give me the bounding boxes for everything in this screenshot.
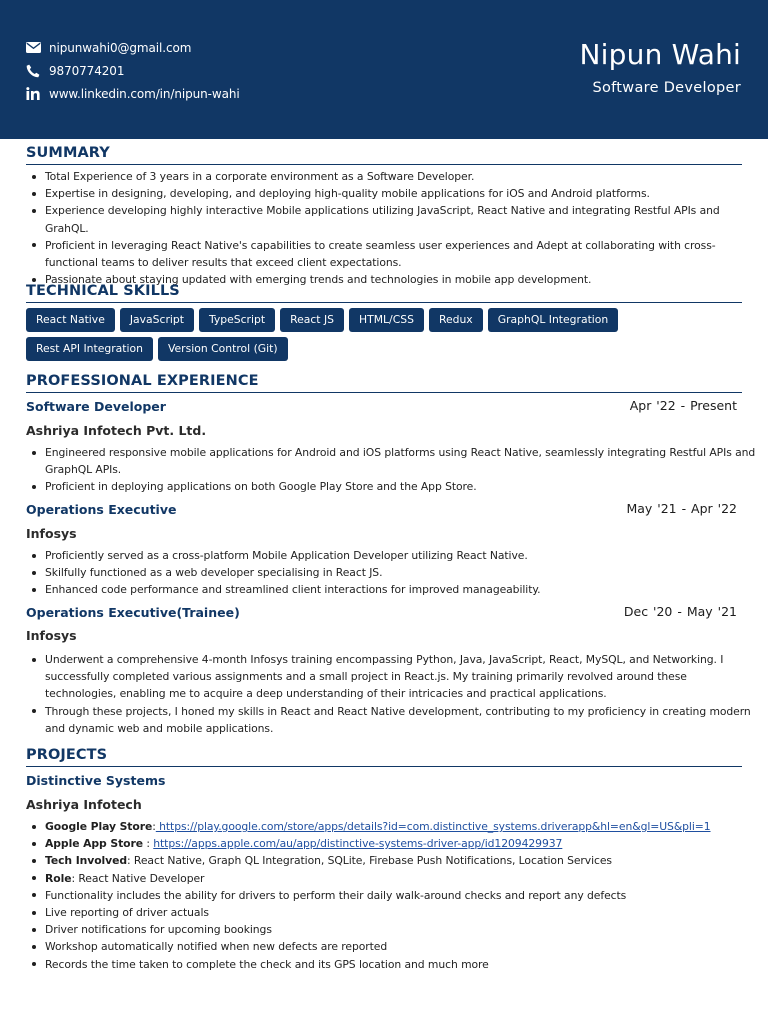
list-item: Enhanced code performance and streamlined client interactions for improved manageability. bbox=[45, 581, 761, 598]
role-label: Role bbox=[45, 871, 72, 885]
list-item: Proficient in deploying applications on both Google Play Store and the App Store. bbox=[45, 478, 761, 495]
job-title: Software Developer bbox=[26, 399, 166, 414]
company-name: Infosys bbox=[26, 628, 77, 643]
job-bullets bbox=[26, 444, 761, 496]
app-store-label: Apple App Store bbox=[45, 837, 143, 851]
list-item: Proficiently served as a cross-platform Mobile Application Developer utilizing React Native. bbox=[45, 547, 761, 564]
skill-tag: TypeScript bbox=[199, 308, 275, 332]
list-item: Live reporting of driver actuals bbox=[45, 904, 761, 921]
list-item: Passionate about staying updated with emerging trends and technologies in mobile app development. bbox=[45, 271, 761, 288]
summary-heading: SUMMARY bbox=[26, 144, 742, 165]
summary-list bbox=[26, 168, 761, 288]
phone-icon bbox=[25, 63, 41, 79]
contact-linkedin[interactable] bbox=[25, 82, 240, 105]
projects-heading: PROJECTS bbox=[26, 746, 742, 767]
linkedin-text: www.linkedin.com/in/nipun-wahi bbox=[49, 86, 240, 101]
project-name: Distinctive Systems bbox=[26, 773, 166, 788]
list-item: Total Experience of 3 years in a corporate environment as a Software Developer. bbox=[45, 168, 761, 185]
list-item: Records the time taken to complete the check and its GPS location and much more bbox=[45, 956, 761, 973]
project-company: Ashriya Infotech bbox=[26, 797, 142, 812]
email-text: nipunwahi0@gmail.com bbox=[49, 40, 192, 55]
contact-phone[interactable] bbox=[25, 59, 240, 82]
skill-tag: Rest API Integration bbox=[26, 337, 153, 361]
job-dates: Dec '20 - May '21 bbox=[623, 604, 737, 619]
company-name: Infosys bbox=[26, 526, 77, 541]
skills-list bbox=[26, 308, 746, 366]
list-item bbox=[45, 835, 761, 852]
list-item: Expertise in designing, developing, and deploying high-quality mobile applications for iOS and Android platforms. bbox=[45, 185, 761, 202]
list-item: Proficient in leveraging React Native's capabilities to create seamless user experiences and Adept at collaborating with cross-functional teams to deliver results that exceed client expectations. bbox=[45, 237, 761, 271]
candidate-title: Software Developer bbox=[592, 80, 741, 96]
company-name: Ashriya Infotech Pvt. Ltd. bbox=[26, 423, 207, 438]
list-item bbox=[45, 870, 761, 887]
list-item bbox=[45, 818, 761, 835]
contact-email[interactable] bbox=[25, 36, 240, 59]
skill-tag: GraphQL Integration bbox=[488, 308, 619, 332]
phone-text: 9870774201 bbox=[49, 63, 125, 78]
tech-value: : React Native, Graph QL Integration, SQLite, Firebase Push Notifications, Location Services bbox=[127, 854, 612, 868]
role-value: : React Native Developer bbox=[71, 871, 205, 885]
resume-header bbox=[0, 0, 768, 139]
list-item: Workshop automatically notified when new defects are reported bbox=[45, 938, 761, 955]
job-dates: Apr '22 - Present bbox=[629, 398, 737, 413]
job-title: Operations Executive bbox=[26, 502, 177, 517]
job-bullets bbox=[26, 547, 761, 599]
candidate-name: Nipun Wahi bbox=[579, 38, 741, 71]
job-bullets bbox=[26, 651, 761, 737]
list-item: Through these projects, I honed my skills in React and React Native development, contributing to my proficiency in creating modern and dynamic web and mobile applications. bbox=[45, 703, 761, 737]
app-store-link[interactable]: https://apps.apple.com/au/app/distinctive-systems-driver-app/id1209429937 bbox=[153, 837, 563, 851]
skills-heading: TECHNICAL SKILLS bbox=[26, 282, 742, 303]
list-item bbox=[45, 852, 761, 869]
tech-label: Tech Involved bbox=[45, 854, 128, 868]
skill-tag: Version Control (Git) bbox=[158, 337, 288, 361]
list-item: Driver notifications for upcoming bookings bbox=[45, 921, 761, 938]
separator: : bbox=[142, 837, 154, 851]
skill-tag: React Native bbox=[26, 308, 115, 332]
play-store-label: Google Play Store bbox=[45, 820, 153, 833]
play-store-link[interactable]: https://play.google.com/store/apps/details?id=com.distinctive_systems.driverapp&hl=en&gl=US&pli=1 bbox=[155, 820, 711, 833]
list-item: Underwent a comprehensive 4-month Infosys training encompassing Python, Java, JavaScript, React, MySQL, and Networking. I successfully completed various assignments and a small project in React.js. My training primarily revolved around these technologies, enabling me to acquire a deep understanding of their intricacies and practical applications. bbox=[45, 651, 761, 703]
job-dates: May '21 - Apr '22 bbox=[626, 501, 737, 516]
skill-tag: Redux bbox=[429, 308, 483, 332]
linkedin-icon bbox=[25, 86, 41, 102]
list-item: Engineered responsive mobile applications for Android and iOS platforms using React Native, seamlessly integrating Restful APIs and GraphQL APIs. bbox=[45, 444, 761, 478]
email-icon bbox=[25, 40, 41, 56]
experience-heading: PROFESSIONAL EXPERIENCE bbox=[26, 372, 742, 393]
job-title: Operations Executive(Trainee) bbox=[26, 605, 240, 620]
list-item: Skilfully functioned as a web developer specialising in React JS. bbox=[45, 564, 761, 581]
contact-list bbox=[25, 36, 240, 105]
skill-tag: JavaScript bbox=[120, 308, 194, 332]
list-item: Functionality includes the ability for drivers to perform their daily walk-around checks and report any defects bbox=[45, 887, 761, 904]
separator: : bbox=[152, 820, 156, 833]
skill-tag: HTML/CSS bbox=[349, 308, 424, 332]
list-item: Experience developing highly interactive Mobile applications utilizing JavaScript, React Native and integrating Restful APIs and GrahQL. bbox=[45, 202, 761, 236]
skill-tag: React JS bbox=[280, 308, 344, 332]
project-bullets bbox=[26, 818, 761, 973]
